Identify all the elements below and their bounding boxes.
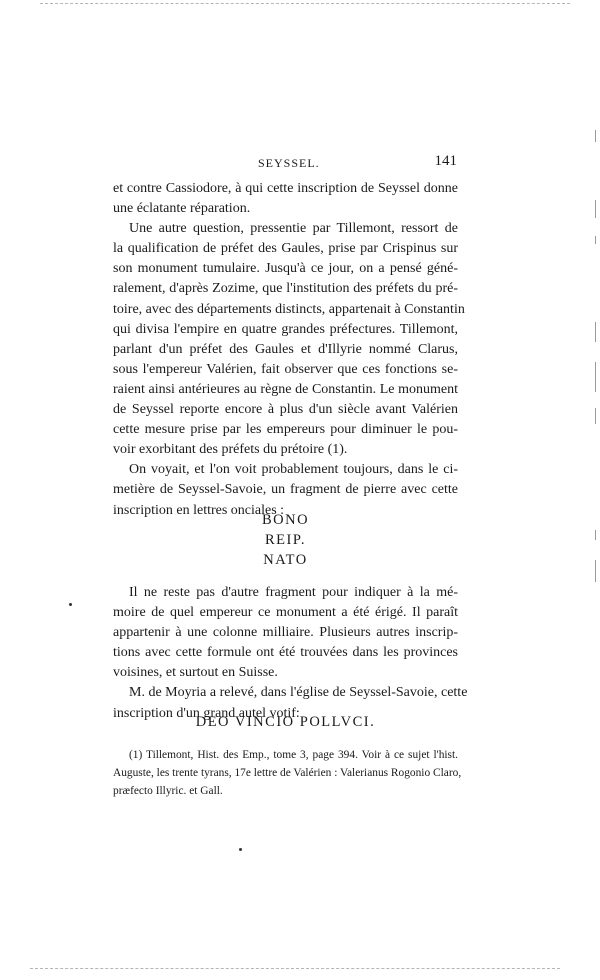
page-edge-mark	[595, 130, 596, 142]
footnote-line: præfecto Illyric. et Gall.	[113, 785, 223, 797]
footnote-line: (1) Tillemont, Hist. des Emp., tome 3, page 394. Voir à ce sujet l'hist.	[129, 749, 458, 761]
page-edge-bottom	[30, 968, 560, 969]
text-line: parlant d'un préfet des Gaules et d'Illyrie nommé Clarus,	[113, 341, 458, 357]
text-line: Une autre question, pressentie par Tillemont, ressort de	[129, 221, 458, 237]
text-line: Il ne reste pas d'autre fragment pour indiquer à la mé-	[129, 585, 458, 600]
text-line: moire de quel empereur ce monument a été érigé. Il paraît	[113, 605, 458, 621]
text-line: raient ainsi antérieures au règne de Constantin. Le monument	[113, 381, 458, 397]
running-title: SEYSSEL.	[258, 156, 320, 170]
paragraph-1	[113, 179, 458, 219]
text-line: ralement, d'après Zozime, que l'institution des préfets du pré-	[113, 281, 458, 297]
paragraph-2	[113, 219, 465, 460]
page-edge-mark	[595, 236, 596, 244]
text-line: inscription en lettres onciales :	[113, 502, 285, 518]
inscription-line: REIP.	[265, 532, 306, 548]
page-number: 141	[434, 153, 457, 169]
margin-speck	[69, 603, 72, 606]
page-edge-mark	[595, 322, 596, 342]
footnote	[113, 746, 462, 800]
footnote-line: Auguste, les trente tyrans, 17e lettre de Valérien : Valerianus Rogonio Claro,	[113, 767, 462, 779]
text-line: appartenir à une colonne milliaire. Plusieurs autres inscrip-	[113, 625, 458, 641]
inscription-line: NATO	[263, 552, 308, 568]
page-edge-top	[40, 3, 570, 4]
text-line: sous l'empereur Valérien, fait observer que ces fonctions se-	[113, 361, 458, 377]
page-edge-mark	[595, 408, 596, 424]
body-text-continued	[113, 583, 468, 724]
text-line: de Seyssel reporte encore à plus d'un siècle avant Valérien	[113, 402, 458, 418]
inscription-deo-vincio-pollvci: DEO VINCIO POLLVCI.	[195, 714, 376, 730]
page-edge-mark	[595, 530, 596, 540]
text-line: qui divisa l'empire en quatre grandes préfectures. Tillemont,	[113, 321, 458, 337]
text-line: tions avec cette formule ont été trouvées dans les provinces	[113, 645, 458, 661]
page-header	[112, 153, 457, 174]
text-line: voir exorbitant des préfets du prétoire (1).	[113, 442, 348, 458]
page-edge-mark	[595, 560, 596, 582]
text-line: metière de Seyssel-Savoie, un fragment de pierre avec cette	[113, 482, 458, 498]
text-line: son monument tumulaire. Jusqu'à ce jour, on a pensé géné-	[113, 261, 458, 277]
text-line: inscription d'un grand autel votif:	[113, 705, 300, 721]
page-edge-mark	[595, 200, 596, 218]
text-line: toire, avec des départements distincts, appartenait à Constantin	[113, 301, 465, 317]
text-line: et contre Cassiodore, à qui cette inscription de Seyssel donne	[113, 181, 458, 196]
page-edge-mark	[595, 362, 596, 392]
page-speck	[239, 848, 242, 851]
inscription-line: BONO	[261, 512, 310, 528]
text-line: cette mesure prise par les empereurs pour diminuer le pou-	[113, 422, 458, 438]
text-line: une éclatante réparation.	[113, 201, 251, 217]
body-text	[113, 179, 465, 521]
text-line: On voyait, et l'on voit probablement toujours, dans le ci-	[129, 462, 458, 478]
paragraph-4	[113, 583, 458, 683]
text-line: voisines, et surtout en Suisse.	[113, 665, 278, 681]
text-line: M. de Moyria a relevé, dans l'église de Seyssel-Savoie, cette	[129, 685, 468, 701]
text-line: la qualification de préfet des Gaules, prise par Crispinus sur	[113, 241, 458, 257]
